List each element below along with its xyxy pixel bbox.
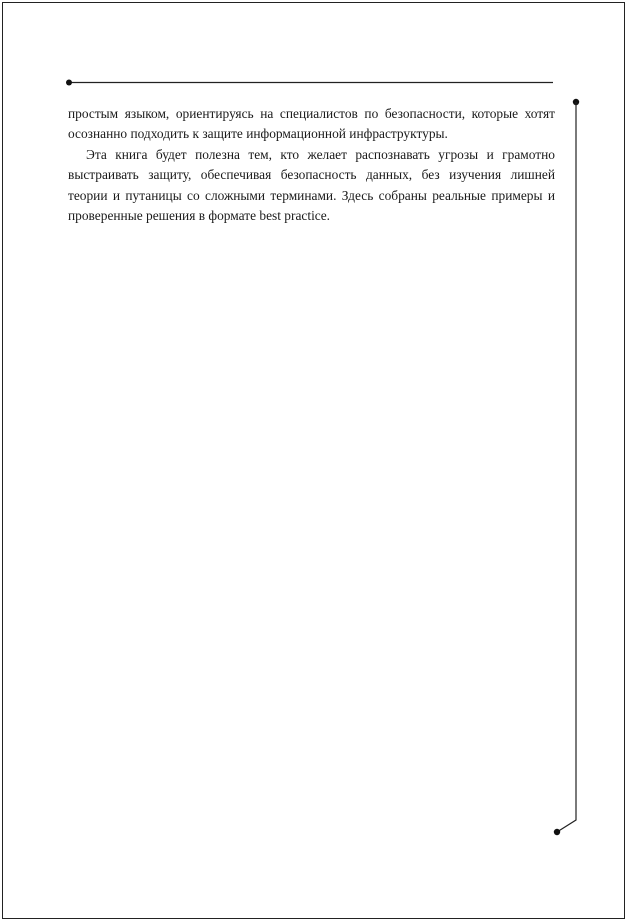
right-rail-bottom-dot-icon bbox=[554, 829, 560, 835]
paragraph-audience: Эта книга будет полезна тем, кто желает распознавать угрозы и грамотно выстраивать защиту, обеспечивая безопасность данных, без изучения лишней теории и путаницы со сложными терминами. Здесь собраны реальные примеры и проверенные решения в формате best practice. bbox=[68, 146, 555, 224]
paragraph-continued: простым языком, ориентируясь на специалистов по безопасности, которые хотят осознанно подходить к защите информационной инфраструктуры. bbox=[68, 106, 555, 142]
right-rail-line bbox=[557, 102, 576, 832]
body-text bbox=[68, 104, 555, 226]
top-rule-dot-icon bbox=[66, 80, 72, 86]
